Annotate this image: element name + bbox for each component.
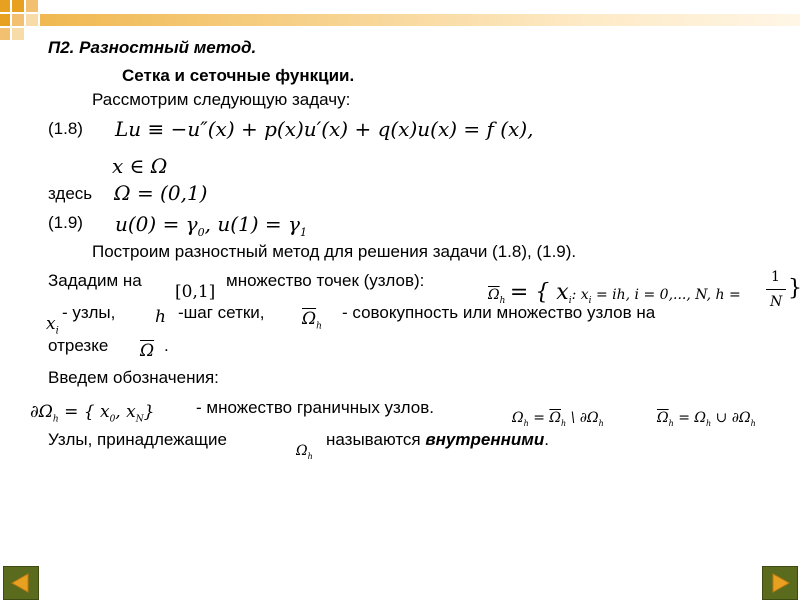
grid-xi-sub: i bbox=[568, 295, 572, 306]
fraction-denominator: N bbox=[770, 294, 783, 310]
relation-closure bbox=[657, 407, 756, 435]
omega-h-overline: $\overline{\Omega}$ bbox=[488, 287, 500, 303]
xi-letter: x bbox=[46, 314, 56, 334]
inner-nodes-text-a: Узлы, принадлежащие bbox=[48, 430, 227, 449]
corner-square-3 bbox=[12, 0, 24, 12]
rel2-omega-bar: $\overline{\Omega}$ bbox=[657, 410, 669, 426]
page-subtitle: Сетка и сеточные функции. bbox=[122, 66, 355, 85]
corner-square-2 bbox=[0, 14, 10, 26]
omega-h-symbol-sub: h bbox=[316, 321, 322, 332]
xi-sub: i bbox=[55, 325, 59, 337]
eq-1-8-label: (1.8) bbox=[48, 119, 83, 138]
nodes-text: - узлы, bbox=[62, 303, 116, 322]
rel1-minus-sub: h bbox=[598, 418, 604, 428]
rel2-omega-bar-sub: h bbox=[668, 418, 674, 428]
here-text: здесь bbox=[48, 184, 93, 203]
equation-1-8-domain: x ∈ Ω bbox=[112, 154, 168, 178]
rel2-eq: = Ω bbox=[673, 410, 707, 426]
rel2-union: ∪ ∂Ω bbox=[711, 410, 751, 426]
boundary-omega: ∂Ω bbox=[30, 402, 53, 422]
segment-text: отрезке bbox=[48, 336, 109, 355]
set-text: - совокупность или множество узлов на bbox=[342, 303, 656, 322]
intro-text: Рассмотрим следующую задачу: bbox=[92, 90, 351, 109]
boundary-sub-0: 0 bbox=[109, 414, 116, 425]
grid-xi-sub-2: i bbox=[588, 295, 592, 306]
equation-1-9 bbox=[115, 213, 307, 244]
boundary-set-close: } bbox=[143, 402, 155, 422]
points-text: множество точек (узлов): bbox=[226, 271, 425, 290]
inner-omega-h bbox=[296, 440, 313, 468]
grid-formula: = ih, i = 0,..., N, h = bbox=[595, 287, 741, 303]
rel1-omega-bar-sub: h bbox=[561, 418, 567, 428]
grid-set-rest: : x bbox=[571, 287, 589, 303]
boundary-sub-N: N bbox=[135, 414, 144, 425]
prev-slide-button[interactable] bbox=[3, 566, 39, 600]
omega-bar-symbol bbox=[140, 340, 154, 362]
h-symbol: h bbox=[155, 307, 166, 327]
equation-1-9-part-a: u(0) = γ bbox=[115, 212, 198, 236]
build-method-text: Построим разностный метод для решения задачи (1.8), (1.9). bbox=[92, 242, 577, 261]
boundary-omega-sub: h bbox=[52, 414, 59, 425]
boundary-text: - множество граничных узлов. bbox=[196, 398, 434, 417]
page-title: П2. Разностный метод. bbox=[48, 38, 257, 57]
next-slide-button[interactable] bbox=[762, 566, 798, 600]
zadadim-text: Зададим на bbox=[48, 271, 142, 290]
inner-omega: Ω bbox=[296, 443, 308, 459]
boundary-set-rest: , x bbox=[115, 402, 136, 422]
corner-square-7 bbox=[0, 28, 10, 40]
omega-h-symbol-letter: $\overline{\Omega}$ bbox=[302, 309, 317, 329]
corner-square-1 bbox=[0, 0, 10, 12]
inner-word: внутренними bbox=[425, 430, 545, 449]
grid-set-open: = { x bbox=[509, 280, 569, 305]
arrow-left-icon bbox=[4, 567, 38, 599]
omega-bar-letter: $\overline{\Omega}$ bbox=[140, 341, 155, 361]
step-text: -шаг сетки, bbox=[178, 303, 265, 322]
corner-square-8 bbox=[12, 28, 24, 40]
inner-omega-sub: h bbox=[307, 451, 313, 461]
omega-h-sub: h bbox=[499, 295, 506, 306]
corner-square-6 bbox=[26, 14, 38, 26]
arrow-right-icon bbox=[763, 567, 797, 599]
rel1-omega-bar: $\overline{\Omega}$ bbox=[549, 410, 562, 426]
rel2-union-sub: h bbox=[750, 418, 756, 428]
inner-nodes-text-b bbox=[326, 430, 549, 450]
eq-1-9-label: (1.9) bbox=[48, 213, 83, 232]
omega-definition: Ω = (0,1) bbox=[114, 181, 208, 205]
notation-text: Введем обозначения: bbox=[48, 368, 219, 387]
interval-formula: [0,1] bbox=[175, 282, 216, 302]
rel1-omega: Ω bbox=[512, 410, 524, 426]
fraction-numerator: 1 bbox=[771, 269, 780, 285]
boundary-set-open: = { x bbox=[64, 402, 110, 422]
corner-square-5 bbox=[26, 0, 38, 12]
omega-h-symbol bbox=[302, 308, 322, 337]
rel1-omega-sub: h bbox=[523, 418, 529, 428]
fraction-line bbox=[766, 289, 786, 290]
rel1-eq: = bbox=[533, 410, 550, 426]
grid-set-close: } bbox=[788, 276, 802, 301]
gamma-1-sub: 1 bbox=[300, 226, 307, 239]
rel1-minus: \ ∂Ω bbox=[566, 410, 599, 426]
equation-1-9-part-b: , u(1) = γ bbox=[204, 212, 300, 236]
rel2-omega-sub: h bbox=[706, 418, 712, 428]
boundary-formula bbox=[30, 401, 154, 430]
inner-called: называются bbox=[326, 430, 421, 449]
segment-period: . bbox=[164, 336, 169, 355]
header-bar bbox=[40, 14, 800, 26]
gamma-0-sub: 0 bbox=[197, 226, 205, 239]
corner-square-4 bbox=[12, 14, 24, 26]
inner-period: . bbox=[544, 430, 549, 449]
equation-1-8: Lu ≡ −u″(x) + p(x)u′(x) + q(x)u(x) = f (x), bbox=[115, 117, 534, 141]
